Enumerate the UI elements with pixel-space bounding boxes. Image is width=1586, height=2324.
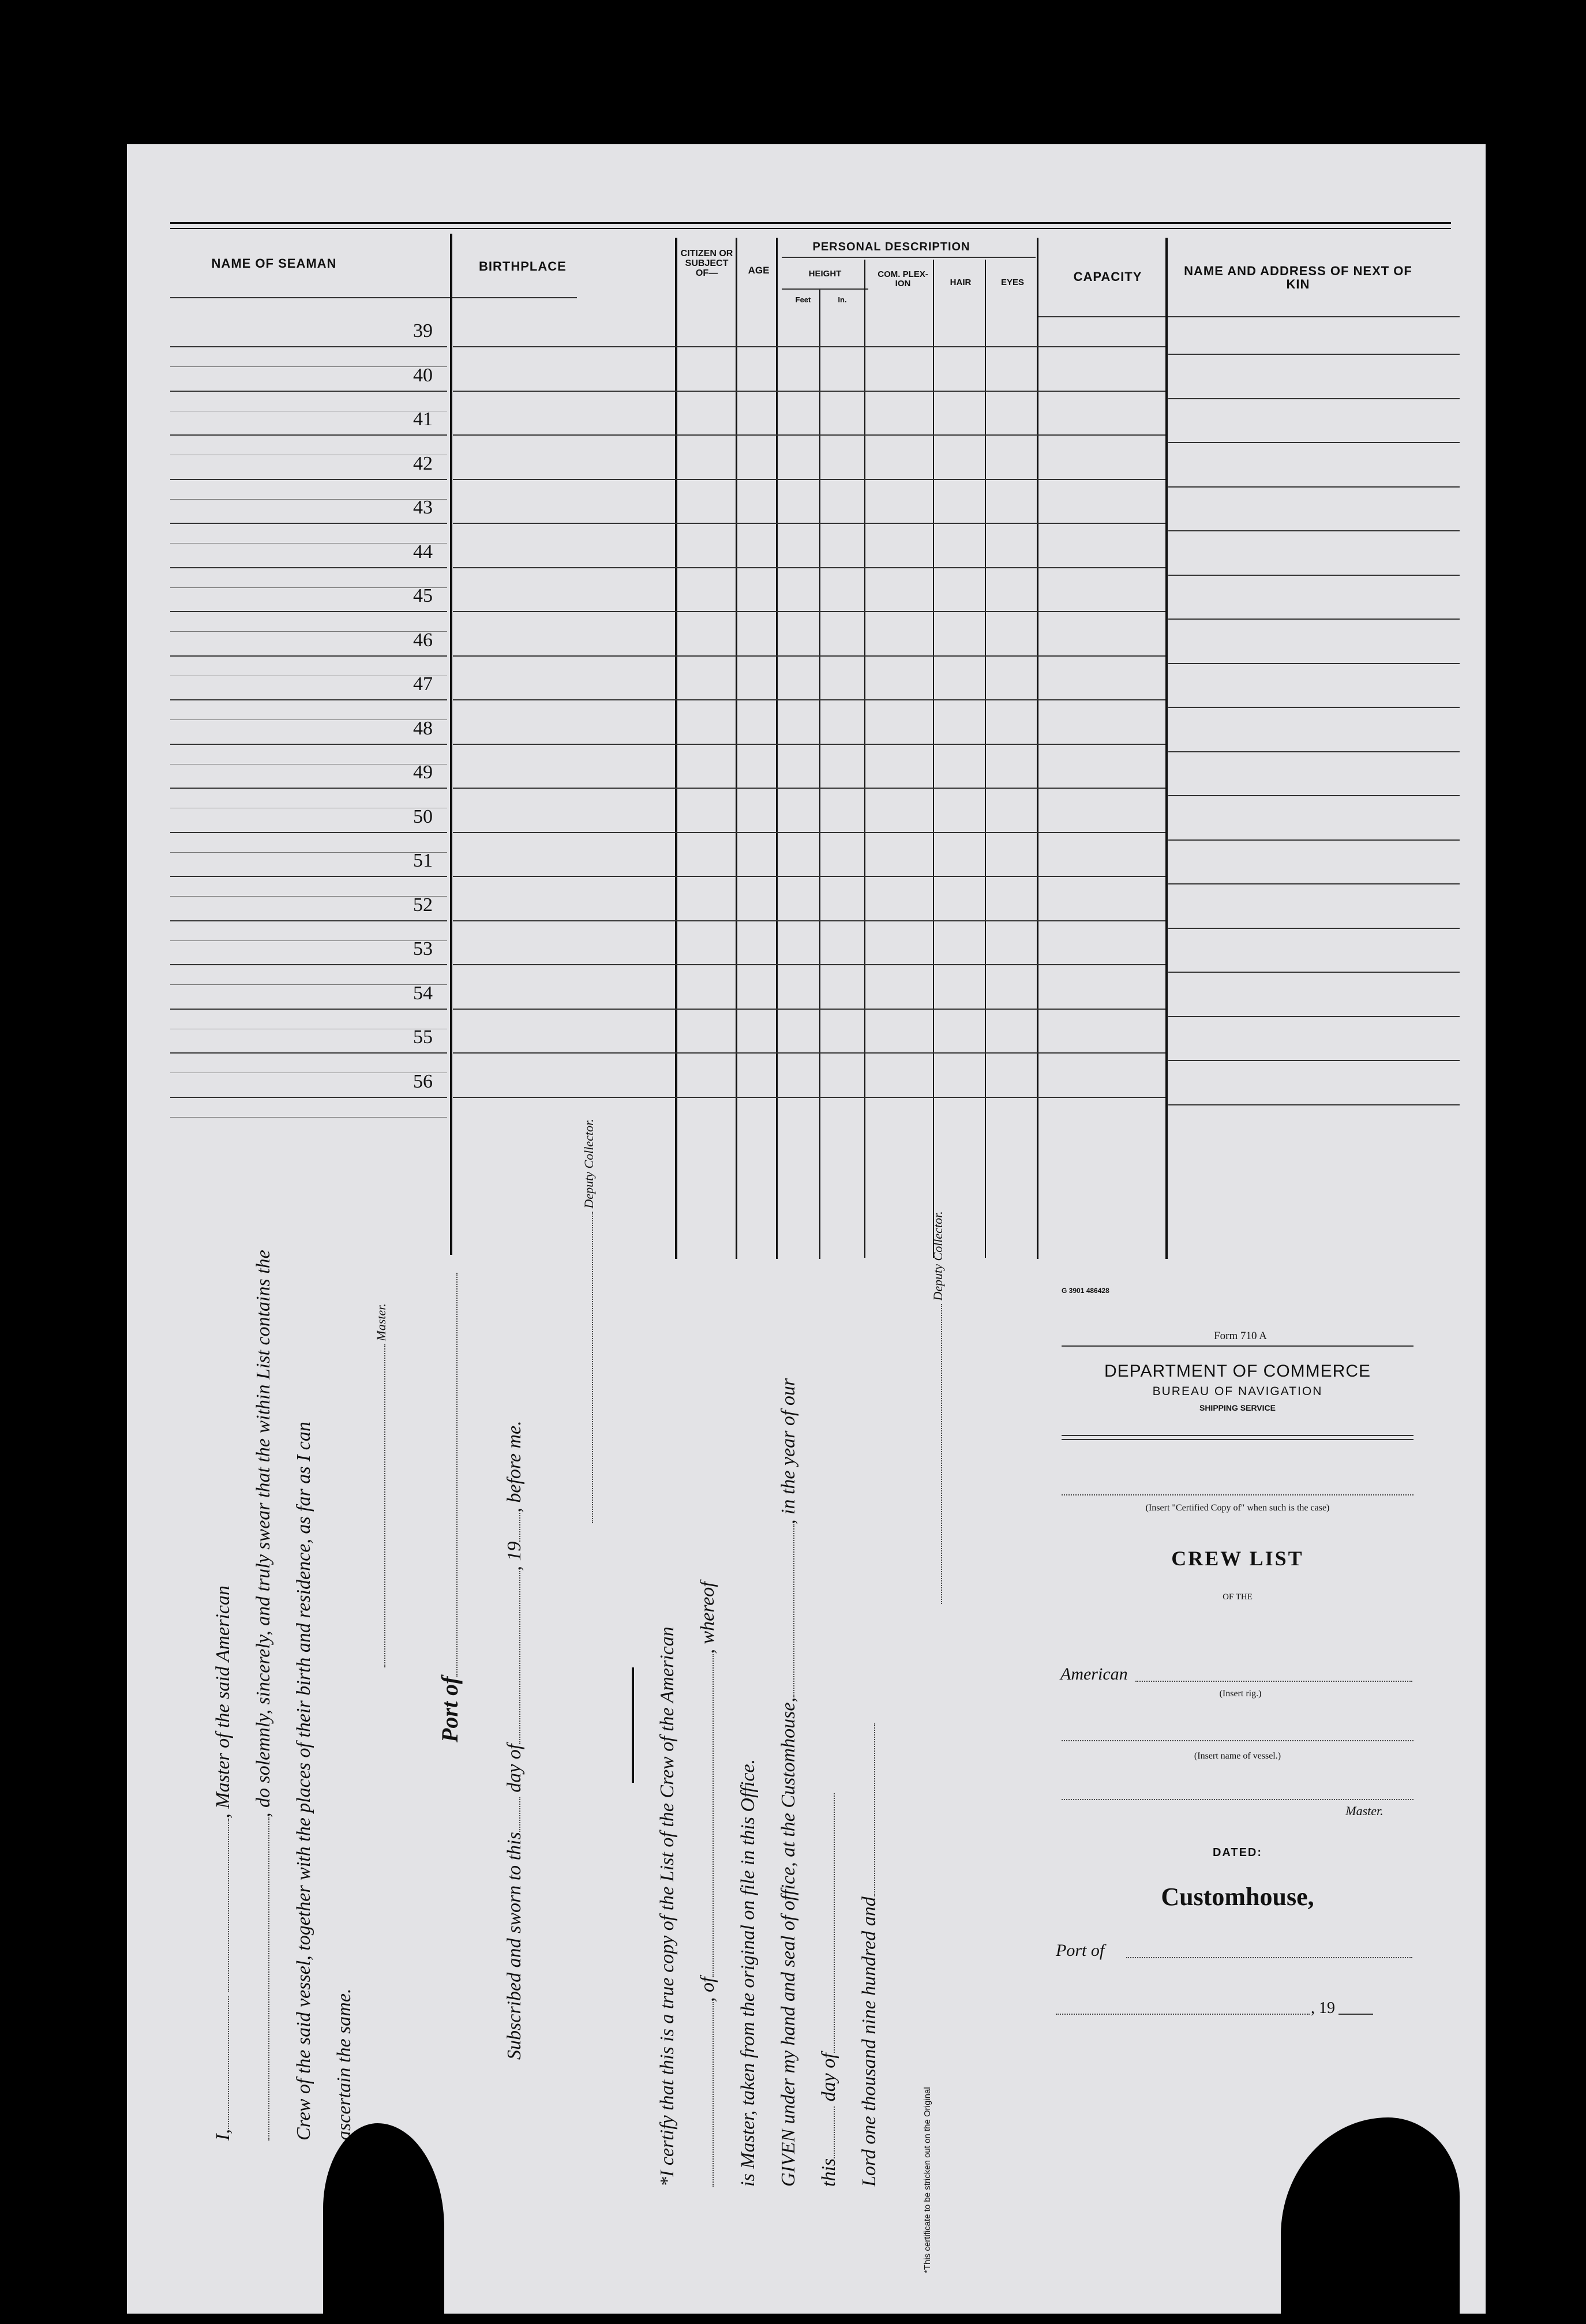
col-header-citizen: CITIZEN OR SUBJECT OF— [680, 249, 733, 278]
cover-american-label: American [1060, 1665, 1128, 1684]
row-number: 51 [413, 850, 433, 871]
row-number: 54 [413, 982, 433, 1004]
cover-insert-rig: (Insert rig.) [1219, 1689, 1262, 1699]
row-line-name [170, 699, 447, 700]
cover-rule-3 [1062, 1439, 1413, 1440]
cert-line-1: *I certify that this is a true copy of the List of the Crew of the American [657, 1626, 678, 2187]
cover-rule-2 [1062, 1435, 1413, 1436]
cert-line-3: is Master, taken from the original on file in this Office. [737, 1759, 759, 2187]
cert-line-2a: , of [697, 1977, 718, 2002]
cert-deputy-block [932, 1211, 944, 1604]
row-line-mid [453, 744, 1165, 745]
row-line-kin [1168, 1104, 1460, 1105]
row-number: 47 [413, 673, 433, 695]
cover-year: , 19 [1311, 1999, 1335, 2017]
cover-of-the: OF THE [1223, 1592, 1253, 1602]
cert-this: this [818, 2158, 839, 2187]
cert-footnote-block [923, 2087, 932, 2273]
vline-complexion [933, 260, 934, 1258]
cert-line-4: GIVEN under my hand and seal of office, at the Customhouse, [778, 1697, 799, 2187]
cover-service: SHIPPING SERVICE [1199, 1403, 1276, 1412]
oath-year: , 19 [504, 1541, 525, 1571]
cover-vessel-line [1062, 1740, 1413, 1742]
row-line-name [170, 920, 447, 921]
row-line-kin [1168, 839, 1460, 841]
row-line-kin [1168, 928, 1460, 929]
certificate-block [658, 1378, 879, 2187]
col-header-eyes: EYES [1000, 278, 1025, 287]
cover-customhouse: Customhouse, [1161, 1883, 1314, 1911]
row-line-name [170, 788, 447, 789]
torn-corner-left [323, 2123, 444, 2314]
row-line-mid [453, 434, 1165, 436]
row-line-mid [453, 391, 1165, 392]
oath-port-block [438, 1273, 462, 1742]
row-line-mid [453, 611, 1165, 612]
row-line-kin [1168, 795, 1460, 796]
oath-deputy-block [583, 1119, 595, 1523]
col-header-name: NAME OF SEAMAN [211, 256, 337, 271]
cover-department: DEPARTMENT OF COMMERCE [1104, 1362, 1371, 1381]
row-number: 41 [413, 408, 433, 430]
row-line-name [170, 611, 447, 612]
row-line-kin [1168, 972, 1460, 973]
oath-subscribed: Subscribed and sworn to this [504, 1832, 525, 2060]
row-line-mid [453, 1052, 1165, 1054]
cert-line-2b: , whereof [697, 1581, 718, 1654]
oath-before-me: , before me. [504, 1420, 525, 1513]
row-number: 42 [413, 452, 433, 474]
personal-sub-rule [782, 257, 1036, 258]
oath-line-4: ascertain the same. [333, 1988, 355, 2141]
row-number: 49 [413, 762, 433, 783]
row-number: 46 [413, 629, 433, 651]
row-number: 48 [413, 717, 433, 739]
row-line-name [170, 346, 447, 347]
row-line-kin [1168, 398, 1460, 399]
row-line-mid [453, 699, 1165, 700]
cover-port-line [1126, 1957, 1412, 1959]
row-line-kin [1168, 751, 1460, 752]
oath-line-2: , do solemnly, sincerely, and truly swear that the within List contains the [253, 1250, 274, 1817]
row-line-mid [453, 346, 1165, 347]
cover-master-label: Master. [1345, 1804, 1383, 1818]
cert-day-of: day of [818, 2053, 839, 2102]
row-number: 55 [413, 1026, 433, 1048]
oath-line-1b: , Master of the said American [212, 1585, 234, 1819]
center-divider [632, 1667, 634, 1783]
row-number: 50 [413, 805, 433, 827]
height-sub-rule [782, 288, 868, 290]
oath-subscribed-block [505, 1420, 524, 2060]
cover-master-line [1062, 1799, 1413, 1801]
oath-day-of: day of [504, 1744, 525, 1793]
row-number: 44 [413, 541, 433, 563]
row-line-name [170, 1052, 447, 1054]
col-header-complexion: COM. PLEX- ION [878, 269, 928, 288]
row-line-name [170, 567, 447, 568]
col-header-feet: Feet [795, 295, 811, 304]
row-line-name [170, 964, 447, 965]
row-line-mid [453, 876, 1165, 877]
row-line-name [170, 655, 447, 657]
header-bottom-rule-right [1038, 316, 1460, 317]
header-bottom-rule-left [170, 297, 577, 298]
cover-code: G 3901 486428 [1062, 1287, 1109, 1295]
cert-line-4b: , in the year of our [778, 1378, 799, 1524]
vline-hair [985, 260, 986, 1258]
col-header-inches: In. [838, 295, 847, 304]
oath-master-label: Master. [374, 1303, 388, 1341]
row-line-mid [453, 655, 1165, 657]
row-line-kin [1168, 619, 1460, 620]
row-line-mid [453, 1097, 1165, 1098]
cover-port-label: Port of [1056, 1941, 1105, 1960]
header-top-rule-2 [170, 228, 1451, 229]
cover-insert-vessel: (Insert name of vessel.) [1194, 1751, 1281, 1761]
cert-footnote: *This certificate to be stricken out on the Original [923, 2087, 932, 2273]
row-subline [170, 1117, 447, 1118]
row-line-name [170, 1009, 447, 1010]
cover-insert-line [1062, 1494, 1413, 1496]
cover-date-line [1056, 2014, 1310, 2015]
row-line-mid [453, 479, 1165, 480]
row-line-name [170, 876, 447, 877]
row-line-name [170, 523, 447, 524]
row-number: 56 [413, 1070, 433, 1092]
col-header-next-of-kin: NAME AND ADDRESS OF NEXT OF KIN [1184, 264, 1412, 292]
col-header-personal-description: PERSONAL DESCRIPTION [812, 241, 970, 253]
row-line-name [170, 479, 447, 480]
col-header-birthplace: BIRTHPLACE [479, 259, 567, 273]
row-line-mid [453, 920, 1165, 921]
row-number: 52 [413, 894, 433, 916]
row-line-name [170, 391, 447, 392]
crew-list-form-sheet [127, 144, 1486, 2314]
cover-insert-certified: (Insert "Certified Copy of" when such is the case) [1145, 1503, 1330, 1513]
row-line-mid [453, 523, 1165, 524]
row-line-name [170, 1097, 447, 1098]
row-line-mid [453, 832, 1165, 833]
torn-corner-right [1281, 2117, 1460, 2314]
oath-text-block [213, 1250, 388, 2141]
cover-year-line [1338, 2014, 1373, 2015]
cover-title: CREW LIST [1171, 1547, 1304, 1570]
vline-height [864, 260, 865, 1258]
row-line-kin [1168, 1060, 1460, 1061]
col-header-hair: HAIR [950, 278, 972, 287]
col-header-height: HEIGHT [808, 269, 842, 279]
row-line-name [170, 744, 447, 745]
row-line-kin [1168, 575, 1460, 576]
row-line-mid [453, 788, 1165, 789]
row-number: 53 [413, 938, 433, 959]
row-line-mid [453, 567, 1165, 568]
row-number: 40 [413, 364, 433, 386]
row-number: 39 [413, 320, 433, 342]
cert-deputy-label: Deputy Collector. [931, 1211, 945, 1301]
row-line-kin [1168, 707, 1460, 708]
row-line-kin [1168, 442, 1460, 443]
row-line-kin [1168, 663, 1460, 664]
oath-deputy-label: Deputy Collector. [582, 1119, 596, 1209]
row-line-name [170, 434, 447, 436]
oath-line-3: Crew of the said vessel, together with the places of their birth and residence, as far as I can [293, 1422, 314, 2141]
row-line-kin [1168, 486, 1460, 488]
cover-bureau: BUREAU OF NAVIGATION [1152, 1385, 1323, 1398]
oath-line-1a: I, [212, 2129, 234, 2141]
cover-dated: DATED: [1212, 1846, 1263, 1859]
row-line-kin [1168, 1016, 1460, 1017]
row-line-mid [453, 964, 1165, 965]
vline-capacity [1165, 238, 1168, 1259]
row-number: 45 [413, 585, 433, 606]
header-top-rule [170, 222, 1451, 224]
row-line-kin [1168, 883, 1460, 884]
row-number: 43 [413, 497, 433, 518]
col-header-capacity: CAPACITY [1073, 269, 1142, 284]
row-line-name [170, 832, 447, 833]
oath-port-label: Port of [437, 1676, 463, 1742]
row-line-mid [453, 1009, 1165, 1010]
cover-rig-line [1135, 1681, 1412, 1682]
row-line-kin [1168, 530, 1460, 531]
col-header-age: AGE [748, 265, 770, 276]
vline-name [450, 234, 452, 1255]
cover-form: Form 710 A [1214, 1330, 1267, 1342]
cover-rule-1 [1062, 1345, 1413, 1347]
cert-line-6: Lord one thousand nine hundred and [858, 1896, 880, 2187]
row-line-kin [1168, 354, 1460, 355]
